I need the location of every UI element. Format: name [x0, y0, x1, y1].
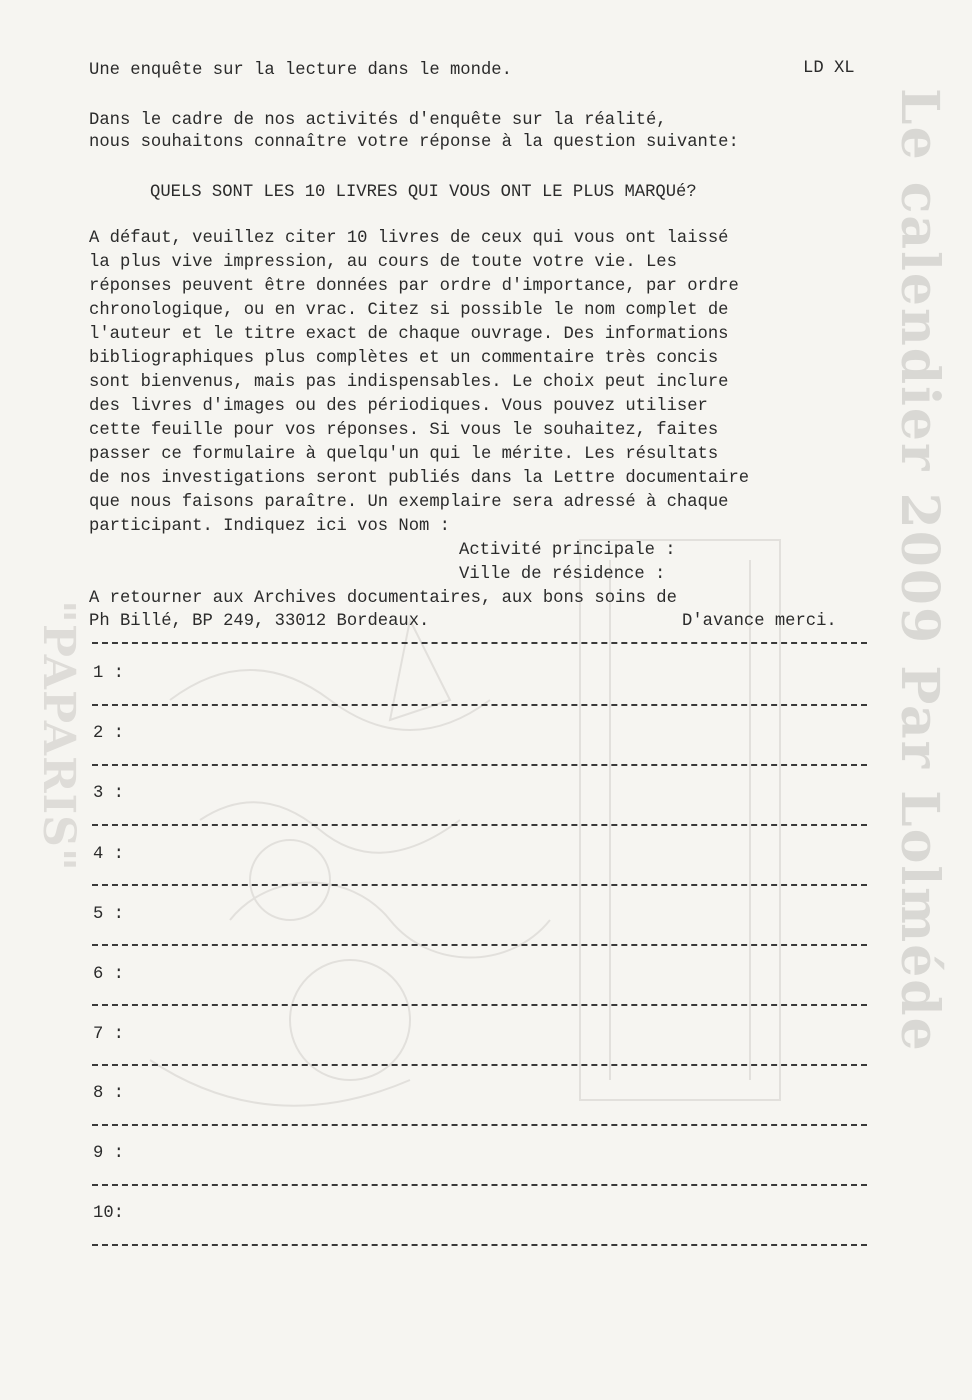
- body-line: sont bienvenus, mais pas indispensables. Le choix peut inclure: [89, 373, 729, 392]
- thanks-note: D'avance merci.: [682, 612, 837, 631]
- entry-number-8: 8 :: [93, 1084, 124, 1103]
- entry-number-10: 10:: [93, 1204, 124, 1223]
- survey-question: QUELS SONT LES 10 LIVRES QUI VOUS ONT LE PLUS MARQUé?: [150, 183, 697, 202]
- body-line: des livres d'images ou des périodiques. Vous pouvez utiliser: [89, 397, 708, 416]
- entry-line-9[interactable]: [92, 1184, 867, 1186]
- reference-code: LD XL: [803, 59, 855, 78]
- entry-number-9: 9 :: [93, 1144, 124, 1163]
- body-line: cette feuille pour vos réponses. Si vous le souhaitez, faites: [89, 421, 719, 440]
- body-line: A défaut, veuillez citer 10 livres de ceux qui vous ont laissé: [89, 229, 729, 248]
- residence-field-label[interactable]: Ville de résidence :: [459, 565, 666, 584]
- body-line: réponses peuvent être données par ordre d'importance, par ordre: [89, 277, 739, 296]
- entry-number-1: 1 :: [93, 664, 124, 683]
- entry-number-7: 7 :: [93, 1025, 124, 1044]
- page-title: Une enquête sur la lecture dans le monde.: [89, 61, 512, 80]
- entry-line-7[interactable]: [92, 1064, 867, 1066]
- return-address-line-1: A retourner aux Archives documentaires, aux bons soins de: [89, 589, 677, 608]
- body-line: que nous faisons paraître. Un exemplaire sera adressé à chaque: [89, 493, 729, 512]
- intro-line-1: Dans le cadre de nos activités d'enquête sur la réalité,: [89, 111, 667, 130]
- body-line: l'auteur et le titre exact de chaque ouvrage. Des informations: [89, 325, 729, 344]
- entry-line-6[interactable]: [92, 1004, 867, 1006]
- entry-number-4: 4 :: [93, 845, 124, 864]
- separator-rule: [92, 642, 867, 644]
- watermark-left: "PAPARIS": [33, 600, 84, 872]
- entry-number-5: 5 :: [93, 905, 124, 924]
- entry-line-3[interactable]: [92, 824, 867, 826]
- body-line: la plus vive impression, au cours de toute votre vie. Les: [89, 253, 677, 272]
- entry-number-3: 3 :: [93, 784, 124, 803]
- name-field-label[interactable]: participant. Indiquez ici vos Nom :: [89, 517, 450, 536]
- activity-field-label[interactable]: Activité principale :: [459, 541, 676, 560]
- entry-number-2: 2 :: [93, 724, 124, 743]
- body-line: passer ce formulaire à quelqu'un qui le mérite. Les résultats: [89, 445, 719, 464]
- entry-line-10[interactable]: [92, 1244, 867, 1246]
- entry-line-2[interactable]: [92, 764, 867, 766]
- entry-line-8[interactable]: [92, 1124, 867, 1126]
- watermark-right: Le calendier 2009 Par Lolméde: [889, 88, 950, 1053]
- entry-line-5[interactable]: [92, 944, 867, 946]
- body-line: de nos investigations seront publiés dans la Lettre documentaire: [89, 469, 750, 488]
- entry-line-4[interactable]: [92, 884, 867, 886]
- return-address-line-2: Ph Billé, BP 249, 33012 Bordeaux.: [89, 612, 430, 631]
- entry-number-6: 6 :: [93, 965, 124, 984]
- body-line: bibliographiques plus complètes et un commentaire très concis: [89, 349, 719, 368]
- intro-line-2: nous souhaitons connaître votre réponse à la question suivante:: [89, 133, 739, 152]
- body-line: chronologique, ou en vrac. Citez si possible le nom complet de: [89, 301, 729, 320]
- entry-line-1[interactable]: [92, 704, 867, 706]
